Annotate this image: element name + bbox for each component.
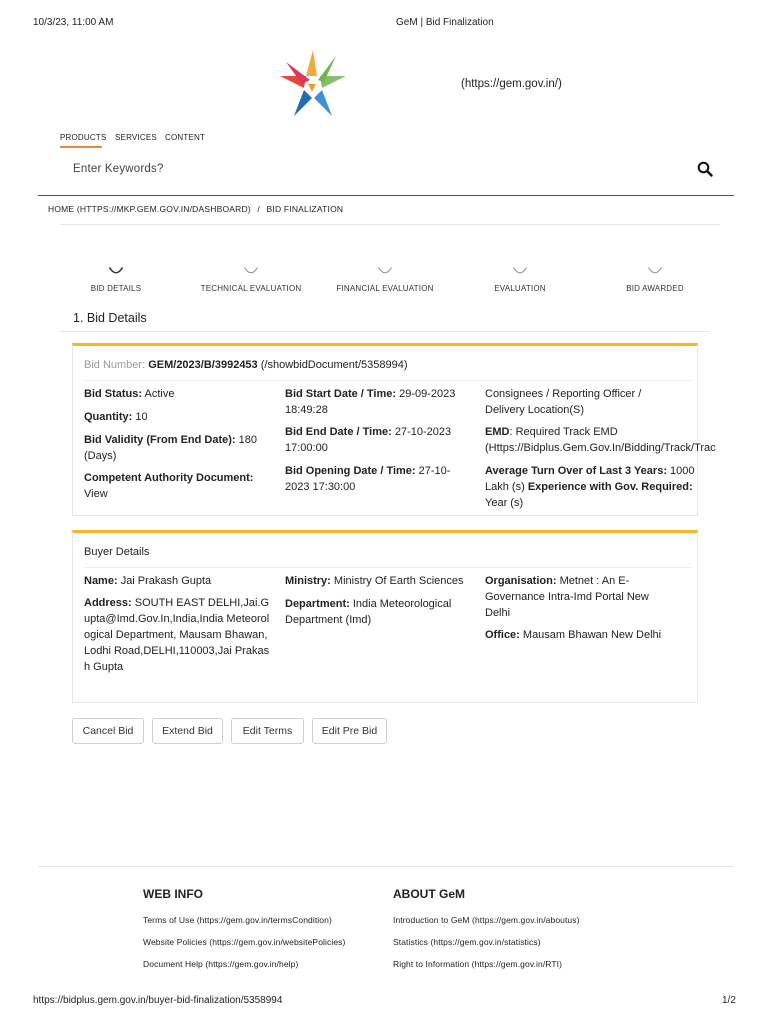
- nav-content[interactable]: CONTENT: [165, 133, 206, 142]
- emd: [485, 424, 735, 456]
- print-page-title: GeM | Bid Finalization: [396, 17, 494, 28]
- footer-link-statistics[interactable]: Statistics (https://gem.gov.in/statistics): [393, 937, 541, 947]
- bid-status-value: Active: [144, 388, 175, 400]
- footer-link-policies[interactable]: Website Policies (https://gem.gov.in/websitePolicies): [143, 937, 346, 947]
- bid-number-row: [84, 357, 408, 373]
- end-value: 27-10-2023 17:00:00: [285, 426, 452, 454]
- step-financial-evaluation[interactable]: FINANCIAL EVALUATION: [336, 284, 434, 293]
- footer-divider: [38, 866, 734, 867]
- ministry-value: Ministry Of Earth Sciences: [333, 575, 464, 587]
- step-marker-icon: [647, 266, 663, 276]
- bid-status-label: Bid Status:: [84, 388, 143, 400]
- step-marker-icon: [243, 266, 259, 276]
- opening-label: Bid Opening Date / Time:: [285, 465, 416, 477]
- authority-view-link[interactable]: View: [84, 488, 108, 500]
- breadcrumb-divider: [60, 224, 720, 225]
- bid-quantity: [84, 409, 264, 425]
- gem-home-link[interactable]: (https://gem.gov.in/): [461, 78, 562, 90]
- search-divider: [38, 195, 734, 196]
- step-marker-icon: [512, 266, 528, 276]
- step-evaluation[interactable]: EVALUATION: [494, 284, 546, 293]
- bid-opening: [285, 463, 470, 495]
- bid-start: [285, 386, 470, 418]
- end-label: Bid End Date / Time:: [285, 426, 392, 438]
- department-value: India Meteorological Department (Imd): [285, 598, 452, 626]
- office-label: Office:: [485, 629, 520, 641]
- step-bid-awarded[interactable]: BID AWARDED: [626, 284, 684, 293]
- buyer-name-label: Name:: [84, 575, 118, 587]
- turnover-experience: [485, 463, 695, 511]
- bid-number: GEM/2023/B/3992453: [148, 359, 258, 371]
- office-value: Mausam Bhawan New Delhi: [522, 629, 662, 641]
- turnover-label: Average Turn Over of Last 3 Years:: [485, 465, 667, 477]
- bid-document-link[interactable]: (/showbidDocument/5358994): [260, 359, 408, 371]
- step-bid-details[interactable]: BID DETAILS: [90, 284, 142, 293]
- nav-products[interactable]: PRODUCTS: [60, 133, 107, 142]
- footer-link-terms[interactable]: Terms of Use (https://gem.gov.in/termsCondition): [143, 915, 332, 925]
- start-label: Bid Start Date / Time:: [285, 388, 397, 400]
- bid-number-label: Bid Number:: [84, 359, 146, 371]
- buyer-address-label: Address:: [84, 597, 132, 609]
- department-label: Department:: [285, 598, 350, 610]
- buyer-ministry: [285, 573, 475, 589]
- search-input[interactable]: Enter Keywords?: [73, 163, 164, 175]
- nav-services[interactable]: SERVICES: [115, 133, 157, 142]
- organisation-value: Metnet : An E-Governance Intra-Imd Portal New Delhi: [485, 575, 649, 619]
- print-url: https://bidplus.gem.gov.in/buyer-bid-finalization/5358994: [33, 995, 283, 1006]
- authority-label: Competent Authority Document:: [84, 472, 254, 484]
- footer-web-info-heading: WEB INFO: [143, 887, 203, 901]
- buyer-name: [84, 573, 269, 589]
- extend-bid-button[interactable]: Extend Bid: [152, 718, 223, 744]
- search-icon[interactable]: [697, 161, 713, 177]
- print-page-number: 1/2: [722, 995, 736, 1006]
- breadcrumb-home[interactable]: HOME (HTTPS://MKP.GEM.GOV.IN/DASHBOARD): [48, 204, 251, 214]
- footer-link-rti[interactable]: Right to Information (https://gem.gov.in/RTI): [393, 959, 563, 969]
- step-marker-icon: [108, 266, 124, 276]
- card-divider: [84, 567, 692, 568]
- bid-end: [285, 424, 470, 456]
- emd-label: EMD: [485, 426, 510, 438]
- nav-active-indicator: [60, 146, 102, 148]
- organisation-label: Organisation:: [485, 575, 557, 587]
- step-technical-evaluation[interactable]: TECHNICAL EVALUATION: [200, 284, 302, 293]
- emd-value[interactable]: : Required Track EMD (Https://Bidplus.Gem.Gov.In/Bidding/Track/Trac: [485, 426, 716, 454]
- buyer-name-value: Jai Prakash Gupta: [120, 575, 212, 587]
- edit-pre-bid-button[interactable]: Edit Pre Bid: [312, 718, 387, 744]
- quantity-value: 10: [135, 411, 148, 423]
- bid-validity: [84, 432, 269, 464]
- experience-label: Experience with Gov. Required:: [527, 481, 693, 493]
- footer-link-introduction[interactable]: Introduction to GeM (https://gem.gov.in/aboutus): [393, 915, 580, 925]
- print-datetime: 10/3/23, 11:00 AM: [33, 17, 114, 28]
- ministry-label: Ministry:: [285, 575, 331, 587]
- gem-logo[interactable]: [276, 46, 350, 120]
- card-divider: [84, 380, 692, 381]
- quantity-label: Quantity:: [84, 411, 133, 423]
- bid-status: [84, 386, 264, 402]
- buyer-organisation: [485, 573, 675, 621]
- buyer-office: [485, 627, 685, 643]
- turnover-value: 1000 Lakh (s): [485, 465, 695, 493]
- cancel-bid-button[interactable]: Cancel Bid: [72, 718, 144, 744]
- experience-value: Year (s): [485, 497, 524, 509]
- buyer-heading: Buyer Details: [84, 546, 150, 558]
- competent-authority: [84, 470, 269, 502]
- breadcrumb-separator: /: [257, 204, 260, 214]
- footer-link-help[interactable]: Document Help (https://gem.gov.in/help): [143, 959, 299, 969]
- section-title: 1. Bid Details: [73, 311, 147, 325]
- validity-value: 180 (Days): [84, 434, 257, 462]
- edit-terms-button[interactable]: Edit Terms: [231, 718, 304, 744]
- breadcrumb: [48, 204, 343, 214]
- buyer-address-value: SOUTH EAST DELHI,Jai.Gupta@Imd.Gov.In,India,India Meteorological Department, Mausam Bhawan, Lodhi Road,DELHI,110003,Jai Prakash Gupta: [84, 597, 270, 673]
- start-value: 29-09-2023 18:49:28: [285, 388, 456, 416]
- buyer-department: [285, 596, 470, 628]
- section-divider: [60, 331, 710, 332]
- breadcrumb-current: BID FINALIZATION: [266, 204, 344, 214]
- footer-about-heading: ABOUT GeM: [393, 887, 465, 901]
- step-marker-icon: [377, 266, 393, 276]
- validity-label: Bid Validity (From End Date):: [84, 434, 236, 446]
- buyer-address: [84, 595, 270, 675]
- opening-value: 27-10-2023 17:30:00: [285, 465, 451, 493]
- consignees-link[interactable]: Consignees / Reporting Officer / Delivery Location(S): [485, 388, 642, 416]
